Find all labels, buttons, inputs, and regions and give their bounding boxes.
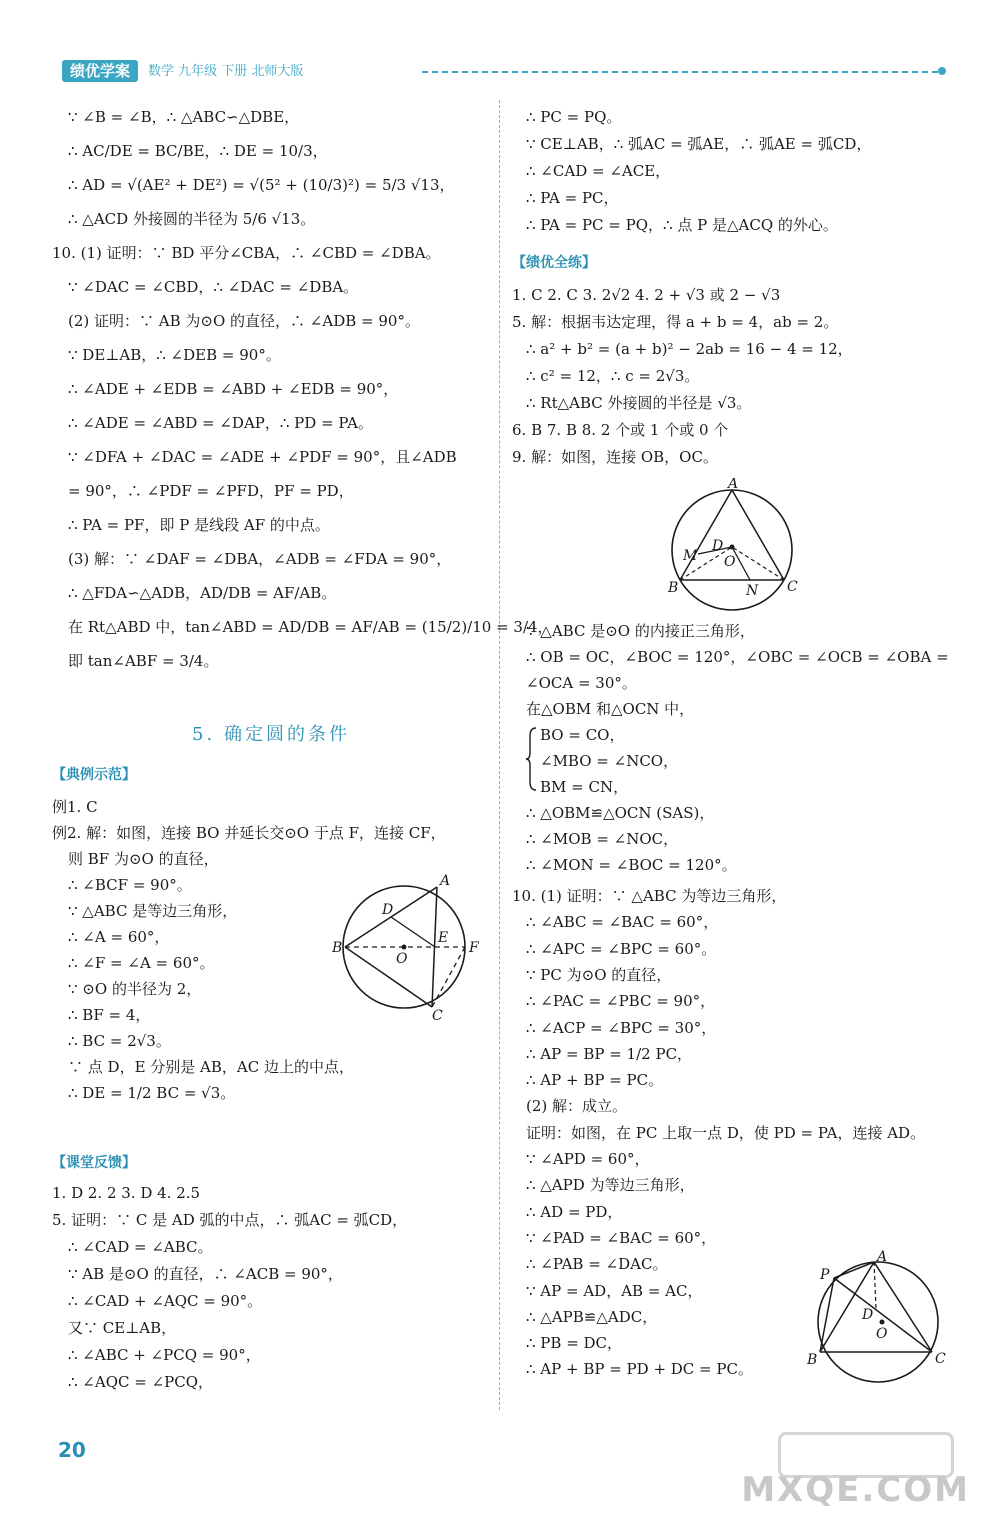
label-o-q9: O xyxy=(724,554,736,570)
label-f: F xyxy=(469,940,479,956)
excellent-lines-item: ∴ a² + b² = (a + b)² − 2ab = 16 − 4 = 12， xyxy=(526,340,853,358)
figure-example2 xyxy=(332,870,482,1020)
label-a-q10: A xyxy=(877,1249,888,1265)
left-lines-item: (2) 证明：∵ AB 为⊙O 的直径，∴ ∠ADB = 90°。 xyxy=(68,312,420,330)
q10-lines-item: ∴ ∠APC = ∠BPC = 60°。 xyxy=(526,939,717,958)
q9-lines-item: BO = CO， xyxy=(540,726,625,744)
example-lines-item: ∴ BF = 4， xyxy=(68,1006,151,1024)
left-lines-item: ∴ ∠ADE = ∠ABD = ∠DAP，∴ PD = PA。 xyxy=(68,414,373,432)
q10-lines-item: ∴ ∠ABC = ∠BAC = 60°， xyxy=(526,913,719,932)
left-lines-item: ∵ ∠DAC = ∠CBD，∴ ∠DAC = ∠DBA。 xyxy=(68,278,359,296)
excellent-lines-item: ∴ Rt△ABC 外接圆的半径是 √3。 xyxy=(526,394,752,412)
q10-lines-item: ∴ AP + BP = PC。 xyxy=(526,1071,664,1090)
feedback-lines-item: 1. D 2. 2 3. D 4. 2.5 xyxy=(52,1184,201,1202)
label-n-q9: N xyxy=(746,583,759,599)
left-lines-item: ∴ △FDA∽△ADB，AD/DB = AF/AB。 xyxy=(68,584,337,602)
feedback-lines-item: ∴ ∠ABC + ∠PCQ = 90°， xyxy=(68,1346,261,1364)
example-lines-item: ∵ △ABC 是等边三角形， xyxy=(68,902,238,920)
page-number: 20 xyxy=(58,1438,86,1462)
q9-lines-item: ∴ OB = OC，∠BOC = 120°，∠OBC = ∠OCB = ∠OBA = xyxy=(526,648,949,666)
left-lines-item: = 90°，∴ ∠PDF = ∠PFD，PF = PD， xyxy=(68,482,354,500)
label-b: B xyxy=(332,940,343,956)
seg-oc xyxy=(732,547,784,580)
center-dot xyxy=(402,945,407,950)
q10-lines-item: ∴ ∠PAB = ∠DAC。 xyxy=(526,1255,668,1274)
excellent-lines-item: 9. 解：如图，连接 OB，OC。 xyxy=(512,448,718,466)
label-p-q10: P xyxy=(820,1267,830,1283)
excellent-lines-item: 5. 解：根据韦达定理，得 a + b = 4，ab = 2。 xyxy=(512,313,839,331)
left-lines-item: ∵ ∠DFA + ∠DAC = ∠ADE + ∠PDF = 90°，且∠ADB xyxy=(68,448,457,466)
feedback-lines-item: ∵ AB 是⊙O 的直径，∴ ∠ACB = 90°， xyxy=(68,1265,343,1283)
q9-lines-item: 在△OBM 和△OCN 中， xyxy=(526,700,695,718)
label-c-q10: C xyxy=(935,1351,946,1367)
q10-lines-item: ∴ △APB≌△ADC， xyxy=(526,1307,658,1326)
right-lines-top-item: ∴ PA = PC， xyxy=(526,189,619,207)
q10-lines-item: ∴ ∠PAC = ∠PBC = 90°， xyxy=(526,992,716,1011)
example-lines-item: 例1. C xyxy=(52,798,98,816)
label-o: O xyxy=(396,951,408,967)
right-lines-top-item: ∴ PA = PC = PQ，∴ 点 P 是△ACQ 的外心。 xyxy=(526,216,838,234)
header-dot xyxy=(938,67,946,75)
tag-excellent: 【绩优全练】 xyxy=(512,255,596,271)
q10-lines-item: (2) 解：成立。 xyxy=(526,1097,628,1116)
label-b-q9: B xyxy=(668,580,679,596)
center-dot-q10 xyxy=(880,1320,885,1325)
left-lines-item: ∵ ∠B = ∠B，∴ △ABC∽△DBE， xyxy=(68,108,300,126)
q10-lines-item: ∵ ∠PAD = ∠BAC = 60°， xyxy=(526,1228,717,1247)
q9-lines-item: ∠OCA = 30°。 xyxy=(526,674,637,692)
left-lines-item: 10. (1) 证明：∵ BD 平分∠CBA，∴ ∠CBD = ∠DBA。 xyxy=(52,244,441,262)
label-m-q9: M xyxy=(683,548,698,564)
seg-ad-q10 xyxy=(874,1262,876,1308)
left-lines-item: 即 tan∠ABF = 3/4。 xyxy=(68,652,219,670)
right-lines-top-item: ∴ PC = PQ。 xyxy=(526,108,622,126)
feedback-lines-item: ∴ ∠AQC = ∠PCQ， xyxy=(68,1373,214,1391)
seg-de xyxy=(391,917,435,947)
right-lines-top-item: ∵ CE⊥AB，∴ 弧AC = 弧AE，∴ 弧AE = 弧CD， xyxy=(526,135,872,153)
left-lines-item: ∵ DE⊥AB，∴ ∠DEB = 90°。 xyxy=(68,346,281,364)
watermark: MXQE.COM xyxy=(741,1470,970,1510)
q9-lines-item: ∠MBO = ∠NCO， xyxy=(540,752,679,770)
label-a-q9: A xyxy=(728,478,739,492)
q10-lines-item: ∵ PC 为⊙O 的直径， xyxy=(526,965,672,984)
left-lines-item: (3) 解：∵ ∠DAF = ∠DBA，∠ADB = ∠FDA = 90°， xyxy=(68,550,452,568)
tag-example: 【典例示范】 xyxy=(52,767,136,783)
excellent-lines-item: 6. B 7. B 8. 2 个或 1 个或 0 个 xyxy=(512,421,729,439)
q10-lines-item: ∵ AP = AD，AB = AC， xyxy=(526,1281,703,1300)
feedback-lines-item: ∴ ∠CAD = ∠ABC。 xyxy=(68,1238,213,1256)
label-c-q9: C xyxy=(787,579,798,595)
example-lines-item: ∴ ∠F = ∠A = 60°。 xyxy=(68,954,215,972)
q10-lines-item: ∵ ∠APD = 60°， xyxy=(526,1150,650,1168)
label-d-q9: D xyxy=(712,538,724,554)
q10-lines-item: ∴ ∠ACP = ∠BPC = 30°， xyxy=(526,1018,717,1037)
q10-lines-item: ∴ △APD 为等边三角形， xyxy=(526,1176,695,1195)
q9-lines-item: ∴ △OBM≌△OCN (SAS)， xyxy=(526,804,715,822)
q10-lines-item: 证明：如图，在 PC 上取一点 D，使 PD = PA，连接 AD。 xyxy=(526,1123,926,1142)
q10-lines-item: ∴ AP + BP = PD + DC = PC。 xyxy=(526,1360,753,1379)
seg-ac-q9 xyxy=(732,490,784,580)
example-lines-item: ∴ DE = 1/2 BC = √3。 xyxy=(68,1084,236,1102)
page-header xyxy=(62,60,952,84)
brace-icon xyxy=(526,726,538,792)
seg-cf xyxy=(432,947,465,1007)
left-lines-item: 在 Rt△ABD 中，tan∠ABD = AD/DB = AF/AB = (15/2)/10 = 3/4， xyxy=(68,618,553,636)
label-d: D xyxy=(382,902,394,918)
feedback-lines-item: 又∵ CE⊥AB， xyxy=(68,1319,177,1337)
example-lines-item: ∵ 点 D，E 分别是 AB，AC 边上的中点， xyxy=(68,1058,354,1076)
example-lines-item: ∴ ∠A = 60°， xyxy=(68,928,170,946)
left-lines-item: ∴ △ACD 外接圆的半径为 5/6 √13。 xyxy=(68,210,316,228)
excellent-lines-item: ∴ c² = 12，∴ c = 2√3。 xyxy=(526,367,700,385)
label-b-q10: B xyxy=(807,1352,818,1368)
seg-pa-q10 xyxy=(834,1262,874,1278)
left-lines-item: ∴ AD = √(AE² + DE²) = √(5² + (10/3)²) = 5/3 √13， xyxy=(68,176,455,194)
example-lines-item: ∴ BC = 2√3。 xyxy=(68,1032,171,1050)
feedback-lines-item: 5. 证明：∵ C 是 AD 弧的中点，∴ 弧AC = 弧CD， xyxy=(52,1211,408,1229)
q9-lines-item: ∴ ∠MOB = ∠NOC， xyxy=(526,830,679,848)
section-title: 5. 确定圆的条件 xyxy=(192,724,350,745)
q10-lines-item: ∴ PB = DC， xyxy=(526,1334,623,1353)
center-dot-q9 xyxy=(730,545,735,550)
example-lines-item: 则 BF 为⊙O 的直径， xyxy=(68,850,219,868)
q9-lines-item: BM = CN， xyxy=(540,778,629,796)
brand-badge: 绩优学案 xyxy=(62,60,138,82)
example-lines-item: ∴ ∠BCF = 90°。 xyxy=(68,876,192,894)
figure-q10 xyxy=(804,1248,950,1396)
figure-q9 xyxy=(662,478,807,618)
right-lines-top-item: ∴ ∠CAD = ∠ACE， xyxy=(526,162,671,180)
label-e: E xyxy=(438,930,449,946)
example-lines-item: ∵ ⊙O 的半径为 2， xyxy=(68,980,202,998)
left-lines-item: ∴ PA = PF，即 P 是线段 AF 的中点。 xyxy=(68,516,330,534)
excellent-lines-item: 1. C 2. C 3. 2√2 4. 2 + √3 或 2 − √3 xyxy=(512,286,781,304)
left-lines-item: ∴ AC/DE = BC/BE，∴ DE = 10/3， xyxy=(68,142,328,160)
example-lines-item: 例2. 解：如图，连接 BO 并延长交⊙O 于点 F，连接 CF， xyxy=(52,824,446,842)
q9-lines-item: ∵ △ABC 是⊙O 的内接正三角形， xyxy=(526,622,755,640)
column-divider xyxy=(499,100,500,1410)
tag-feedback: 【课堂反馈】 xyxy=(52,1155,136,1171)
q9-lines-item: ∴ ∠MON = ∠BOC = 120°。 xyxy=(526,856,737,874)
q10-lines-item: ∴ AD = PD， xyxy=(526,1202,623,1221)
header-rule xyxy=(422,71,938,73)
q10-lines-item: 10. (1) 证明：∵ △ABC 为等边三角形， xyxy=(512,887,787,905)
label-o-q10: O xyxy=(876,1326,888,1342)
label-d-q10: D xyxy=(862,1307,874,1323)
feedback-lines-item: ∴ ∠CAD + ∠AQC = 90°。 xyxy=(68,1292,263,1310)
q10-lines-item: ∴ AP = BP = 1/2 PC， xyxy=(526,1044,693,1063)
label-c: C xyxy=(432,1008,443,1020)
left-lines-item: ∴ ∠ADE + ∠EDB = ∠ABD + ∠EDB = 90°， xyxy=(68,380,399,398)
header-subject: 数学 九年级 下册 北师大版 xyxy=(148,64,304,79)
seg-bc xyxy=(345,947,432,1007)
label-a: A xyxy=(440,873,451,889)
